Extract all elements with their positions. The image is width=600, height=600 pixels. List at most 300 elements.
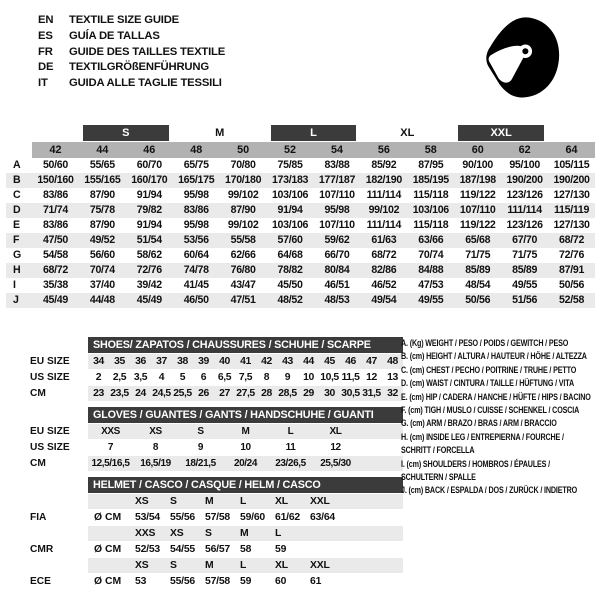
size-value: 8 [263, 372, 270, 383]
language-code: ES [38, 29, 53, 42]
size-value: 99/102 [227, 219, 259, 231]
size-value: 107/110 [459, 204, 496, 216]
row-label [0, 526, 88, 541]
size-value: XS [170, 528, 184, 539]
language-row [38, 76, 225, 92]
size-value: 11 [285, 442, 296, 453]
size-value: 190/200 [506, 174, 543, 186]
size-group-label-m: M [215, 126, 225, 139]
size-value: 47/50 [42, 234, 68, 246]
size-value: 83/86 [183, 204, 209, 216]
size-value: 182/190 [365, 174, 402, 186]
size-value: 55/56 [170, 512, 196, 523]
size-group-label-s: S [83, 125, 169, 141]
size-number: 42 [32, 142, 79, 158]
size-value: L [240, 560, 247, 571]
size-value: 12 [330, 442, 341, 453]
legend-item [401, 377, 599, 390]
size-value: 57/60 [277, 234, 303, 246]
size-value: 48/54 [465, 279, 491, 291]
size-value: 95/98 [183, 219, 209, 231]
size-value: XXS [101, 426, 120, 437]
shoes-table-title: SHOES/ ZAPATOS / CHAUSSURES / SCHUHE / SCARPE [88, 337, 403, 353]
size-number: 64 [548, 142, 595, 158]
row-label: FIA [30, 512, 47, 523]
measurement-row-a [6, 158, 595, 173]
size-group-label-xl: XL [400, 126, 415, 139]
size-value: S [197, 426, 204, 437]
size-number: 58 [407, 142, 454, 158]
size-value: 75/85 [277, 159, 303, 171]
size-value: 4 [158, 372, 165, 383]
size-value: 12,5/16,5 [91, 458, 130, 469]
row-label: EU SIZE [30, 426, 70, 437]
size-value: 37 [156, 356, 167, 367]
size-value: 13 [387, 372, 398, 383]
bottom-tables [0, 337, 404, 595]
size-value: 127/130 [553, 189, 590, 201]
helmet-table-title: HELMET / CASCO / CASQUE / HELM / CASCO [88, 477, 403, 493]
size-value: 9 [284, 372, 291, 383]
language-title: GUIDA ALLE TAGLIE TESSILI [69, 77, 222, 90]
size-value: 56/60 [89, 249, 115, 261]
size-value: 99/102 [368, 204, 400, 216]
size-value: 71/75 [512, 249, 538, 261]
measurement-row-d [6, 203, 595, 218]
row-label: US SIZE [30, 442, 70, 453]
size-value: 26 [198, 388, 209, 399]
size-value: 28 [261, 388, 272, 399]
row-label: CMR [30, 544, 54, 555]
size-value: 46 [345, 356, 356, 367]
size-number: 62 [501, 142, 548, 158]
size-value: 8 [152, 442, 159, 453]
measurement-legend [401, 337, 599, 498]
size-value: 39/42 [136, 279, 162, 291]
size-value: 23,5 [110, 388, 129, 399]
size-value: 16,5/19 [140, 458, 171, 469]
measurement-row-g [6, 248, 595, 263]
measurement-row-f [6, 233, 595, 248]
size-group-row [6, 124, 595, 141]
size-value: M [240, 528, 249, 539]
size-value: 44/48 [89, 294, 115, 306]
size-value: 91/94 [136, 219, 162, 231]
size-value: 42 [261, 356, 272, 367]
size-value: 177/187 [318, 174, 356, 186]
size-value: 79/82 [136, 204, 162, 216]
size-value: 34 [93, 356, 104, 367]
size-number: 48 [173, 142, 220, 158]
legend-line: SCHULTERN / SPALLE [401, 472, 476, 484]
size-value: 11,5 [341, 372, 360, 383]
size-value: 61/62 [275, 512, 301, 523]
legend-item [401, 337, 599, 350]
size-value [310, 526, 345, 541]
legend-item [401, 431, 599, 458]
size-value: M [205, 560, 214, 571]
size-value: 47/53 [418, 279, 444, 291]
gloves-table-title: GLOVES / GUANTES / GANTS / HANDSCHUHE / GUANTI [88, 407, 403, 423]
size-value: XXL [310, 560, 330, 571]
size-value: 5 [179, 372, 186, 383]
size-value: 95/100 [509, 159, 540, 171]
size-value: 55/56 [170, 576, 196, 587]
size-value: 58/62 [136, 249, 162, 261]
size-row [0, 494, 404, 509]
size-value: 6 [200, 372, 207, 383]
row-values [88, 558, 403, 573]
size-value: XXL [310, 496, 330, 507]
size-value: 53/56 [183, 234, 209, 246]
size-value: 91/94 [136, 189, 162, 201]
size-value: 47/51 [230, 294, 256, 306]
size-value: 61 [310, 576, 322, 587]
size-value: 74/78 [183, 264, 209, 276]
row-values [88, 424, 403, 439]
measurement-row-b [6, 173, 595, 188]
size-value: 59 [275, 544, 287, 555]
size-value: 82/86 [371, 264, 397, 276]
size-value: 54/58 [42, 249, 68, 261]
row-values [88, 542, 403, 557]
row-label: CM [30, 458, 46, 469]
size-value [310, 542, 345, 557]
size-value: 2 [95, 372, 102, 383]
size-number: 46 [126, 142, 173, 158]
size-value: 70/74 [89, 264, 115, 276]
size-value: 37/40 [89, 279, 115, 291]
size-value: 44 [303, 356, 314, 367]
size-value: 45/50 [277, 279, 303, 291]
helmet-table-rows [0, 494, 404, 589]
size-value: 2,5 [112, 372, 127, 383]
row-values [88, 456, 403, 471]
size-value: 70/80 [230, 159, 256, 171]
language-code: EN [38, 14, 54, 26]
legend-item [401, 350, 599, 363]
size-value: 155/165 [84, 174, 121, 186]
size-value: 87/91 [559, 264, 585, 276]
row-letter: C [13, 189, 21, 201]
size-value: 75/78 [89, 204, 115, 216]
size-value: 10 [303, 372, 314, 383]
row-letter: J [13, 294, 19, 306]
size-value: 30,5 [341, 388, 360, 399]
row-values [88, 574, 403, 589]
size-value: S [205, 528, 212, 539]
size-value: 111/114 [507, 204, 542, 216]
size-value: 59/62 [324, 234, 350, 246]
size-value: 38 [177, 356, 188, 367]
size-value: 58 [240, 544, 252, 555]
size-value: 68/72 [371, 249, 397, 261]
size-value: 60 [275, 576, 287, 587]
size-row [0, 370, 404, 385]
size-value: 35 [114, 356, 125, 367]
size-value: 87/90 [89, 219, 115, 231]
size-value: L [287, 426, 294, 437]
size-value: L [240, 496, 247, 507]
size-row [0, 386, 404, 401]
size-value: 35/38 [42, 279, 68, 291]
size-group-label-l: L [271, 125, 357, 141]
size-value: 9 [197, 442, 204, 453]
size-row [0, 440, 404, 455]
gloves-size-table [0, 407, 404, 471]
size-value: 18/21,5 [185, 458, 216, 469]
size-value: 187/198 [459, 174, 496, 186]
legend-item [401, 417, 599, 430]
size-value: 59/60 [240, 512, 266, 523]
size-value: 24 [135, 388, 146, 399]
size-value: 27 [219, 388, 230, 399]
size-value: 80/84 [324, 264, 350, 276]
size-value: 115/119 [554, 204, 590, 216]
language-title: GUIDE DES TAILLES TEXTILE [69, 45, 226, 58]
size-value: 68/72 [559, 234, 585, 246]
legend-item [401, 391, 599, 404]
language-code: FR [38, 45, 53, 58]
size-value: 67/70 [512, 234, 538, 246]
size-value: 10,5 [320, 372, 339, 383]
measurement-row-i [6, 278, 595, 293]
size-value: 53 [135, 576, 147, 587]
row-values [88, 494, 403, 509]
size-value: 7 [107, 442, 114, 453]
row-letter: A [13, 159, 21, 171]
size-value: 28,5 [278, 388, 297, 399]
size-value: 83/86 [42, 219, 68, 231]
size-row [0, 354, 404, 369]
size-value: 107/110 [319, 219, 355, 231]
size-value: 91/94 [277, 204, 303, 216]
size-value: 115/118 [413, 219, 449, 231]
legend-line: A. (Kg) WEIGHT / PESO / POIDS / GEWITCH / PESO [401, 338, 569, 349]
size-value: 7,5 [238, 372, 253, 383]
size-row [0, 574, 404, 589]
size-value: 165/175 [178, 174, 215, 186]
size-value: 49/55 [512, 279, 538, 291]
size-value: 46/50 [183, 294, 209, 306]
size-value: 40 [219, 356, 230, 367]
unit-label: Ø CM [94, 544, 122, 555]
legend-item [401, 404, 599, 417]
size-value: 41/45 [183, 279, 209, 291]
size-value: 51/54 [136, 234, 162, 246]
row-label: CM [30, 388, 46, 399]
size-value: 103/106 [271, 219, 309, 231]
legend-line: I. (cm) SHOULDERS / HOMBROS / ÉPAULES / [401, 458, 551, 470]
measurement-row-e [6, 218, 595, 233]
size-value: 65/75 [183, 159, 209, 171]
size-value: 68/72 [42, 264, 68, 276]
legend-line: SCHRITT / FORCELLA [401, 445, 475, 457]
size-value: 43 [282, 356, 293, 367]
size-value: 49/55 [418, 294, 444, 306]
size-value: 12 [366, 372, 377, 383]
size-value: 64/68 [277, 249, 303, 261]
size-value: 23/26,5 [275, 458, 306, 469]
row-values [88, 526, 403, 541]
language-title: TEXTILE SIZE GUIDE [69, 14, 180, 26]
size-value: S [170, 560, 177, 571]
size-value: M [241, 426, 250, 437]
textile-size-table [6, 124, 595, 308]
size-value: 41 [240, 356, 251, 367]
size-value: 31,5 [362, 388, 381, 399]
size-value: XL [275, 560, 288, 571]
size-group-label-xxl: XXL [458, 125, 544, 141]
size-value: 105/115 [553, 159, 590, 171]
row-values [88, 386, 403, 401]
row-values [88, 440, 403, 455]
row-letter: H [13, 264, 21, 276]
helmet-size-table [0, 477, 404, 589]
size-value: 83/86 [42, 189, 68, 201]
size-value: 127/130 [553, 219, 590, 231]
size-value: 65/68 [465, 234, 491, 246]
size-value: 62/66 [230, 249, 256, 261]
legend-line: H. (cm) INSIDE LEG / ENTREPIERNA / FOURCHE / [401, 431, 564, 443]
unit-label [88, 526, 135, 541]
size-value: 23 [93, 388, 104, 399]
row-values [88, 370, 403, 385]
size-value: 59 [240, 576, 252, 587]
language-code: DE [38, 61, 54, 74]
size-value: 25,5/30 [320, 458, 351, 469]
size-value: 3,5 [133, 372, 148, 383]
row-label: ECE [30, 576, 51, 587]
language-row [38, 45, 225, 61]
size-value: XS [149, 426, 162, 437]
size-value: 55/58 [230, 234, 256, 246]
size-value: 43/47 [230, 279, 256, 291]
row-letter: F [13, 234, 20, 246]
row-label [0, 558, 88, 573]
size-value: 50/56 [465, 294, 491, 306]
row-letter: D [13, 204, 21, 216]
row-values [88, 510, 403, 525]
row-letter: E [13, 219, 21, 231]
size-value: L [275, 528, 282, 539]
measurement-row-j [6, 293, 595, 308]
size-value: S [170, 496, 177, 507]
measurement-row-c [6, 188, 595, 203]
helmet-logo-icon [480, 12, 564, 109]
size-value: 46/51 [324, 279, 350, 291]
size-value: 87/90 [89, 189, 115, 201]
size-value: 72/76 [559, 249, 585, 261]
size-value: 70/74 [418, 249, 444, 261]
row-label [0, 494, 88, 509]
size-value: 95/98 [324, 204, 350, 216]
size-value: 85/89 [512, 264, 538, 276]
gloves-table-rows [0, 424, 404, 471]
size-value: 57/58 [205, 576, 231, 587]
size-value: 107/110 [319, 189, 355, 201]
legend-line: C. (cm) CHEST / PECHO / POITRINE / TRUHE / PETTO [401, 364, 577, 376]
size-value: 87/95 [418, 159, 444, 171]
size-row [0, 558, 404, 573]
size-value: XL [275, 496, 288, 507]
size-value: 49/52 [89, 234, 115, 246]
size-value: 63/66 [418, 234, 444, 246]
size-value: 55/65 [89, 159, 115, 171]
size-value: 115/118 [413, 189, 449, 201]
size-value: 39 [198, 356, 209, 367]
row-label: EU SIZE [30, 356, 70, 367]
legend-line: J. (cm) BACK / ESPALDA / DOS / ZURÜCK / INDIETRO [401, 485, 578, 497]
size-row [0, 456, 404, 471]
row-label: US SIZE [30, 372, 70, 383]
row-letter: B [13, 174, 21, 186]
size-number: 52 [267, 142, 314, 158]
unit-label [88, 494, 135, 509]
size-value: 61/63 [371, 234, 397, 246]
size-value: 76/80 [230, 264, 256, 276]
size-value: 25,5 [173, 388, 192, 399]
legend-line: D. (cm) WAIST / CINTURA / TAILLE / HÜFTUNG / VITA [401, 378, 574, 390]
size-value: 29 [303, 388, 314, 399]
size-value: 50/60 [42, 159, 68, 171]
size-value: 10 [240, 442, 251, 453]
size-value: 85/89 [465, 264, 491, 276]
size-value: 103/106 [271, 189, 309, 201]
size-number: 50 [220, 142, 267, 158]
size-number: 44 [79, 142, 126, 158]
language-title: TEXTILGRÖßENFÜHRUNG [69, 61, 209, 74]
language-title: GUÍA DE TALLAS [69, 29, 160, 42]
shoes-table-rows [0, 354, 404, 401]
size-value: 50/56 [559, 279, 585, 291]
size-value: 119/122 [459, 219, 496, 231]
size-value: 36 [135, 356, 146, 367]
size-value: 30 [324, 388, 335, 399]
language-code: IT [38, 77, 48, 90]
size-value: 45/49 [42, 294, 68, 306]
measurement-row-h [6, 263, 595, 278]
size-number: 60 [454, 142, 501, 158]
legend-item [401, 364, 599, 377]
language-row [38, 29, 225, 45]
size-value: 71/75 [465, 249, 491, 261]
size-value: 48 [387, 356, 398, 367]
size-value: 6,5 [217, 372, 232, 383]
row-values [88, 354, 403, 369]
size-value: 83/88 [324, 159, 350, 171]
language-title-list [38, 13, 225, 92]
size-value: 84/88 [418, 264, 444, 276]
size-value: 57/58 [205, 512, 231, 523]
size-value: 119/122 [459, 189, 496, 201]
size-value: 111/114 [366, 219, 402, 231]
size-row [0, 510, 404, 525]
size-value: 150/160 [37, 174, 74, 186]
size-row [0, 424, 404, 439]
unit-label: Ø CM [94, 512, 122, 523]
size-number: 54 [314, 142, 361, 158]
legend-line: G. (cm) ARM / BRAZO / BRAS / ARM / BRACCIO [401, 418, 557, 430]
size-value: 123/126 [506, 219, 543, 231]
size-value: 54/55 [170, 544, 196, 555]
size-value: 49/54 [371, 294, 397, 306]
size-number: 56 [360, 142, 407, 158]
size-value: 71/74 [42, 204, 68, 216]
size-value: 60/70 [136, 159, 162, 171]
row-letter: I [13, 279, 16, 291]
language-row [38, 13, 225, 29]
